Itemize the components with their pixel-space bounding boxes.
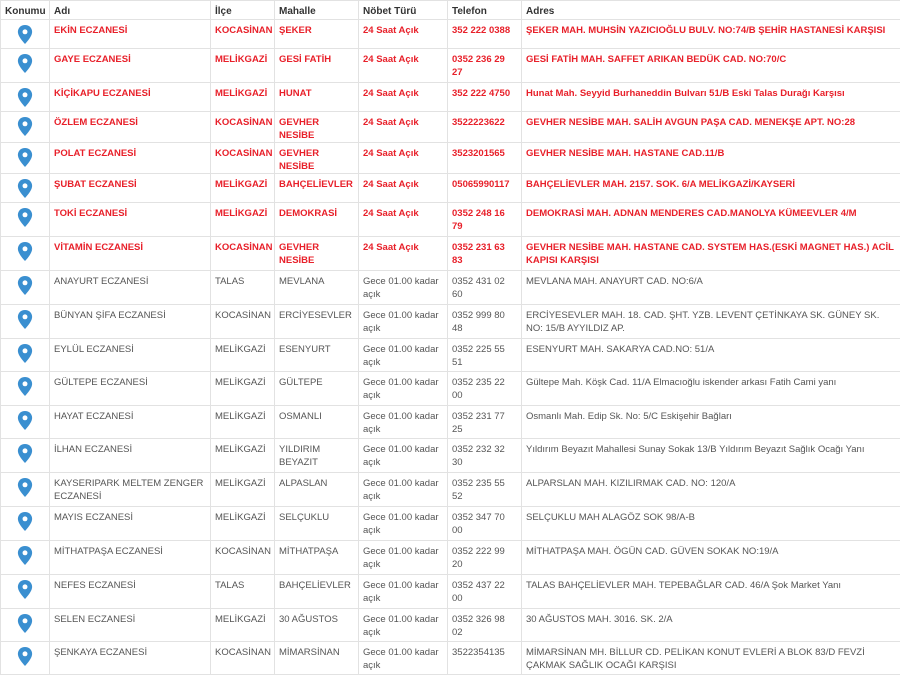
address-cell: ALPARSLAN MAH. KIZILIRMAK CAD. NO: 120/A [522,473,900,507]
duty-type-cell: 24 Saat Açık [359,83,448,112]
table-row [1,609,900,642]
address-cell: 30 AĞUSTOS MAH. 3016. SK. 2/A [522,609,900,642]
map-pin-icon[interactable] [17,512,33,530]
address-cell: MEVLANA MAH. ANAYURT CAD. NO:6/A [522,271,900,305]
neighborhood-cell: DEMOKRASİ [275,203,359,237]
neighborhood-cell: GEVHER NESİBE [275,112,359,143]
district-cell: MELİKGAZİ [211,83,275,112]
map-pin-icon[interactable] [17,148,33,166]
location-cell[interactable] [1,439,50,473]
location-cell[interactable] [1,406,50,439]
address-cell: TALAS BAHÇELİEVLER MAH. TEPEBAĞLAR CAD. 46/A Şok Market Yanı [522,575,900,609]
pharmacy-name-cell: İLHAN ECZANESİ [50,439,211,473]
address-cell: Hunat Mah. Seyyid Burhaneddin Bulvarı 51/B Eski Talas Durağı Karşısı [522,83,900,112]
neighborhood-cell: HUNAT [275,83,359,112]
district-cell: MELİKGAZİ [211,473,275,507]
map-pin-icon[interactable] [17,54,33,72]
location-cell[interactable] [1,541,50,575]
pharmacy-name-cell: MAYIS ECZANESİ [50,507,211,541]
table-row [1,143,900,174]
phone-number-cell[interactable]: 352 222 0388 [448,20,522,49]
neighborhood-cell: ŞEKER [275,20,359,49]
address-cell: MİMARSİNAN MH. BİLLUR CD. PELİKAN KONUT EVLERİ A BLOK 83/D FEVZİ ÇAKMAK SAĞLIK OCAĞI KARŞISI [522,642,900,675]
pharmacy-name-cell: BÜNYAN ŞİFA ECZANESİ [50,305,211,339]
district-cell: MELİKGAZİ [211,372,275,406]
neighborhood-cell: SELÇUKLU [275,507,359,541]
pharmacy-name-cell: ŞENKAYA ECZANESİ [50,642,211,675]
district-cell: MELİKGAZİ [211,203,275,237]
neighborhood-cell: MİMARSİNAN [275,642,359,675]
pharmacy-name-cell: ÖZLEM ECZANESİ [50,112,211,143]
phone-number-cell[interactable]: 0352 222 99 20 [448,541,522,575]
pharmacy-name-cell: HAYAT ECZANESİ [50,406,211,439]
address-cell: ŞEKER MAH. MUHSİN YAZICIOĞLU BULV. NO:74/B ŞEHİR HASTANESİ KARŞISI [522,20,900,49]
district-cell: KOCASİNAN [211,112,275,143]
neighborhood-cell: GÜLTEPE [275,372,359,406]
phone-number-cell[interactable]: 0352 235 22 00 [448,372,522,406]
duty-type-cell: Gece 01.00 kadar açık [359,507,448,541]
header-konum: Konumu [1,1,50,20]
district-cell: TALAS [211,271,275,305]
table-row [1,406,900,439]
pharmacy-name-cell: ŞUBAT ECZANESİ [50,174,211,203]
address-cell: Gültepe Mah. Köşk Cad. 11/A Elmacıoğlu iskender arkası Fatih Cami yanı [522,372,900,406]
neighborhood-cell: OSMANLI [275,406,359,439]
neighborhood-cell: 30 AĞUSTOS [275,609,359,642]
neighborhood-cell: MİTHATPAŞA [275,541,359,575]
map-pin-icon[interactable] [17,647,33,665]
location-cell[interactable] [1,237,50,271]
duty-type-cell: Gece 01.00 kadar açık [359,609,448,642]
district-cell: TALAS [211,575,275,609]
table-row [1,83,900,112]
address-cell: ERCİYESEVLER MAH. 18. CAD. ŞHT. YZB. LEVENT ÇETİNKAYA SK. GÜNEY SK. NO: 15/B AYYILDIZ AP. [522,305,900,339]
district-cell: KOCASİNAN [211,541,275,575]
address-cell: Yıldırım Beyazıt Mahallesi Sunay Sokak 13/B Yıldırım Beyazıt Sağlık Ocağı Yanı [522,439,900,473]
pharmacy-name-cell: ANAYURT ECZANESİ [50,271,211,305]
district-cell: KOCASİNAN [211,237,275,271]
map-pin-icon[interactable] [17,25,33,43]
location-cell[interactable] [1,305,50,339]
map-pin-icon[interactable] [17,310,33,328]
location-cell[interactable] [1,609,50,642]
pharmacy-name-cell: TOKİ ECZANESİ [50,203,211,237]
duty-type-cell: Gece 01.00 kadar açık [359,271,448,305]
header-mahalle[interactable]: Mahalle [275,1,359,20]
table-row [1,203,900,237]
phone-number-cell[interactable]: 0352 236 29 27 [448,49,522,83]
table-row [1,439,900,473]
pharmacy-name-cell: KİÇİKAPU ECZANESİ [50,83,211,112]
table-row [1,174,900,203]
district-cell: MELİKGAZİ [211,49,275,83]
duty-type-cell: 24 Saat Açık [359,20,448,49]
address-cell: DEMOKRASİ MAH. ADNAN MENDERES CAD.MANOLYA KÜMEEVLER 4/M [522,203,900,237]
map-pin-icon[interactable] [17,377,33,395]
address-cell: GEVHER NESİBE MAH. HASTANE CAD. SYSTEM HAS.(ESKİ MAGNET HAS.) ACİL KAPISI KARŞISI [522,237,900,271]
phone-number-cell[interactable]: 0352 235 55 52 [448,473,522,507]
duty-type-cell: Gece 01.00 kadar açık [359,575,448,609]
location-cell[interactable] [1,174,50,203]
address-cell: ESENYURT MAH. SAKARYA CAD.NO: 51/A [522,339,900,372]
phone-number-cell[interactable]: 0352 231 77 25 [448,406,522,439]
district-cell: MELİKGAZİ [211,439,275,473]
pharmacy-name-cell: EYLÜL ECZANESİ [50,339,211,372]
header-adres[interactable]: Adres [522,1,900,20]
table-row [1,575,900,609]
duty-type-cell: 24 Saat Açık [359,143,448,174]
location-cell[interactable] [1,642,50,675]
map-pin-icon[interactable] [17,580,33,598]
address-cell: GESİ FATİH MAH. SAFFET ARIKAN BEDÜK CAD. NO:70/C [522,49,900,83]
duty-type-cell: Gece 01.00 kadar açık [359,439,448,473]
address-cell: GEVHER NESİBE MAH. HASTANE CAD.11/B [522,143,900,174]
pharmacy-name-cell: SELEN ECZANESİ [50,609,211,642]
duty-type-cell: Gece 01.00 kadar açık [359,305,448,339]
address-cell: GEVHER NESİBE MAH. SALİH AVGUN PAŞA CAD. MENEKŞE APT. NO:28 [522,112,900,143]
duty-type-cell: Gece 01.00 kadar açık [359,406,448,439]
address-cell: SELÇUKLU MAH ALAGÖZ SOK 98/A-B [522,507,900,541]
district-cell: MELİKGAZİ [211,339,275,372]
location-cell[interactable] [1,339,50,372]
map-pin-icon[interactable] [17,242,33,260]
table-row [1,541,900,575]
header-ilce[interactable]: İlçe [211,1,275,20]
phone-number-cell[interactable]: 0352 999 80 48 [448,305,522,339]
phone-number-cell[interactable]: 0352 347 70 00 [448,507,522,541]
district-cell: MELİKGAZİ [211,174,275,203]
phone-number-cell[interactable]: 0352 431 02 60 [448,271,522,305]
map-pin-icon[interactable] [17,546,33,564]
location-cell[interactable] [1,20,50,49]
neighborhood-cell: BAHÇELİEVLER [275,575,359,609]
phone-number-cell[interactable]: 0352 232 32 30 [448,439,522,473]
duty-type-cell: 24 Saat Açık [359,203,448,237]
table-row [1,112,900,143]
district-cell: KOCASİNAN [211,642,275,675]
map-pin-icon[interactable] [17,276,33,294]
neighborhood-cell: ERCİYESEVLER [275,305,359,339]
district-cell: KOCASİNAN [211,305,275,339]
district-cell: KOCASİNAN [211,20,275,49]
duty-type-cell: 24 Saat Açık [359,49,448,83]
neighborhood-cell: ALPASLAN [275,473,359,507]
location-cell[interactable] [1,83,50,112]
header-nobet-turu[interactable]: Nöbet Türü [359,1,448,20]
duty-type-cell: 24 Saat Açık [359,112,448,143]
table-row [1,305,900,339]
neighborhood-cell: ESENYURT [275,339,359,372]
neighborhood-cell: GEVHER NESİBE [275,237,359,271]
district-cell: MELİKGAZİ [211,507,275,541]
location-cell[interactable] [1,112,50,143]
neighborhood-cell: YILDIRIM BEYAZIT [275,439,359,473]
location-cell[interactable] [1,575,50,609]
phone-number-cell[interactable]: 3523201565 [448,143,522,174]
phone-number-cell[interactable]: 05065990117 [448,174,522,203]
phone-number-cell[interactable]: 0352 248 16 79 [448,203,522,237]
map-pin-icon[interactable] [17,411,33,429]
location-cell[interactable] [1,143,50,174]
duty-type-cell: Gece 01.00 kadar açık [359,339,448,372]
map-pin-icon[interactable] [17,478,33,496]
table-row [1,49,900,83]
table-row [1,237,900,271]
map-pin-icon[interactable] [17,179,33,197]
table-row [1,507,900,541]
pharmacy-name-cell: POLAT ECZANESİ [50,143,211,174]
address-cell: Osmanlı Mah. Edip Sk. No: 5/C Eskişehir Bağları [522,406,900,439]
location-cell[interactable] [1,271,50,305]
pharmacy-name-cell: VİTAMİN ECZANESİ [50,237,211,271]
address-cell: MİTHATPAŞA MAH. ÖGÜN CAD. GÜVEN SOKAK NO:19/A [522,541,900,575]
location-cell[interactable] [1,49,50,83]
phone-number-cell[interactable]: 3522223622 [448,112,522,143]
map-pin-icon[interactable] [17,614,33,632]
pharmacy-name-cell: MİTHATPAŞA ECZANESİ [50,541,211,575]
table-row [1,271,900,305]
header-telefon[interactable]: Telefon [448,1,522,20]
location-cell[interactable] [1,507,50,541]
table-row [1,339,900,372]
neighborhood-cell: GEVHER NESİBE [275,143,359,174]
table-row [1,473,900,507]
location-cell[interactable] [1,372,50,406]
phone-number-cell[interactable]: 3522354135 [448,642,522,675]
map-pin-icon[interactable] [17,117,33,135]
district-cell: KOCASİNAN [211,143,275,174]
pharmacy-name-cell: GAYE ECZANESİ [50,49,211,83]
phone-number-cell[interactable]: 0352 225 55 51 [448,339,522,372]
pharmacy-name-cell: NEFES ECZANESİ [50,575,211,609]
phone-number-cell[interactable]: 0352 231 63 83 [448,237,522,271]
pharmacy-name-cell: KAYSERIPARK MELTEM ZENGER ECZANESİ [50,473,211,507]
address-cell: BAHÇELİEVLER MAH. 2157. SOK. 6/A MELİKGAZİ/KAYSERİ [522,174,900,203]
map-pin-icon[interactable] [17,444,33,462]
map-pin-icon[interactable] [17,344,33,362]
table-row [1,20,900,49]
phone-number-cell[interactable]: 0352 326 98 02 [448,609,522,642]
phone-number-cell[interactable]: 0352 437 22 00 [448,575,522,609]
table-row [1,642,900,675]
map-pin-icon[interactable] [17,88,33,106]
location-cell[interactable] [1,473,50,507]
neighborhood-cell: BAHÇELİEVLER [275,174,359,203]
table-body [1,20,900,675]
neighborhood-cell: MEVLANA [275,271,359,305]
table-header-row [1,1,900,20]
table-row [1,372,900,406]
duty-type-cell: 24 Saat Açık [359,237,448,271]
map-pin-icon[interactable] [17,208,33,226]
district-cell: MELİKGAZİ [211,609,275,642]
duty-type-cell: Gece 01.00 kadar açık [359,541,448,575]
header-adi[interactable]: Adı [50,1,211,20]
location-cell[interactable] [1,203,50,237]
phone-number-cell[interactable]: 352 222 4750 [448,83,522,112]
duty-type-cell: Gece 01.00 kadar açık [359,473,448,507]
pharmacy-name-cell: GÜLTEPE ECZANESİ [50,372,211,406]
district-cell: MELİKGAZİ [211,406,275,439]
duty-type-cell: Gece 01.00 kadar açık [359,642,448,675]
pharmacy-name-cell: EKİN ECZANESİ [50,20,211,49]
neighborhood-cell: GESİ FATİH [275,49,359,83]
duty-type-cell: Gece 01.00 kadar açık [359,372,448,406]
duty-type-cell: 24 Saat Açık [359,174,448,203]
